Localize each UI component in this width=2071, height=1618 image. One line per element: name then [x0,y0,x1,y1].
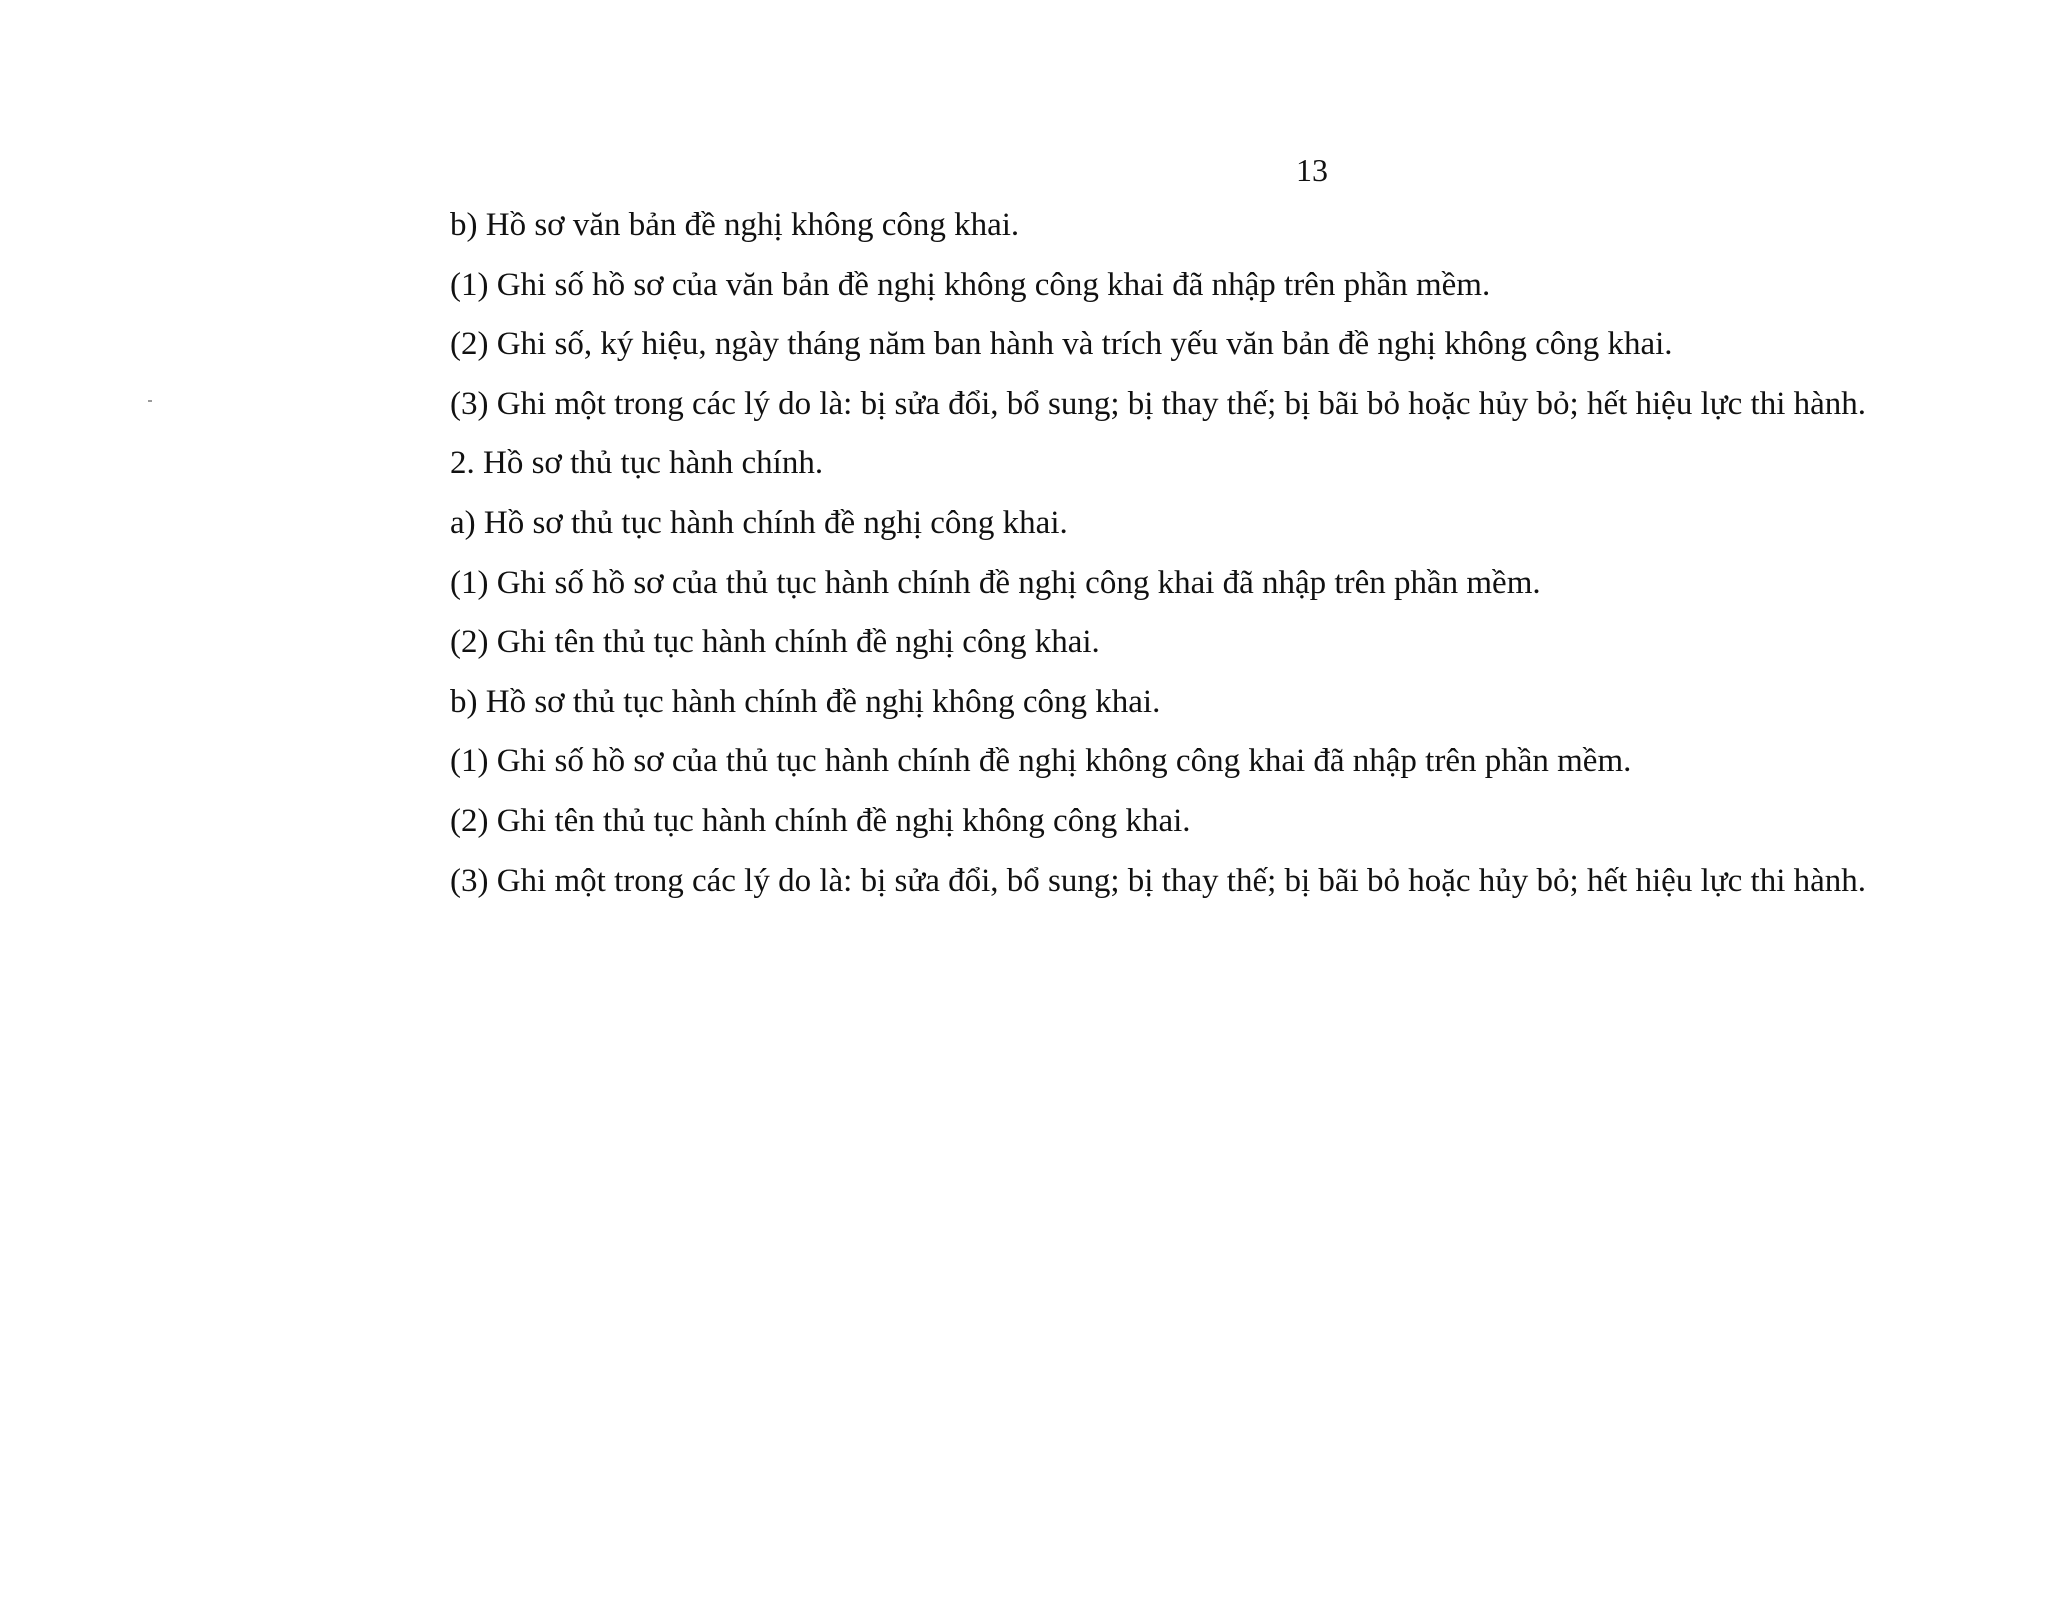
note-line: (1) Ghi số hồ sơ của thủ tục hành chính đề nghị công khai đã nhập trên phần mềm. [450,564,1541,601]
note-line: (1) Ghi số hồ sơ của văn bản đề nghị không công khai đã nhập trên phần mềm. [450,266,1491,303]
note-line: (1) Ghi số hồ sơ của thủ tục hành chính đề nghị không công khai đã nhập trên phần mềm. [450,743,1632,780]
page-number: 13 [1296,152,1328,188]
section-heading-2: 2. Hồ sơ thủ tục hành chính. [450,445,824,482]
note-line: (3) Ghi một trong các lý do là: bị sửa đổi, bổ sung; bị thay thế; bị bãi bỏ hoặc hủy bỏ; hết hiệu lực thi hành. [450,385,1867,422]
note-line: (3) Ghi một trong các lý do là: bị sửa đổi, bổ sung; bị thay thế; bị bãi bỏ hoặc hủy bỏ; hết hiệu lực thi hành. [450,862,1867,899]
note-line: (2) Ghi tên thủ tục hành chính đề nghị công khai. [450,624,1100,661]
note-line: (2) Ghi tên thủ tục hành chính đề nghị không công khai. [450,802,1191,839]
section-heading-a-thu-tuc: a) Hồ sơ thủ tục hành chính đề nghị công khai. [450,504,1068,541]
section-heading-b-van-ban: b) Hồ sơ văn bản đề nghị không công khai. [450,207,1020,243]
document-body [450,205,2050,920]
note-line: (2) Ghi số, ký hiệu, ngày tháng năm ban hành và trích yếu văn bản đề nghị không công khai. [450,326,1673,363]
scan-artifact [148,400,152,402]
section-heading-b-thu-tuc: b) Hồ sơ thủ tục hành chính đề nghị không công khai. [450,683,1161,720]
